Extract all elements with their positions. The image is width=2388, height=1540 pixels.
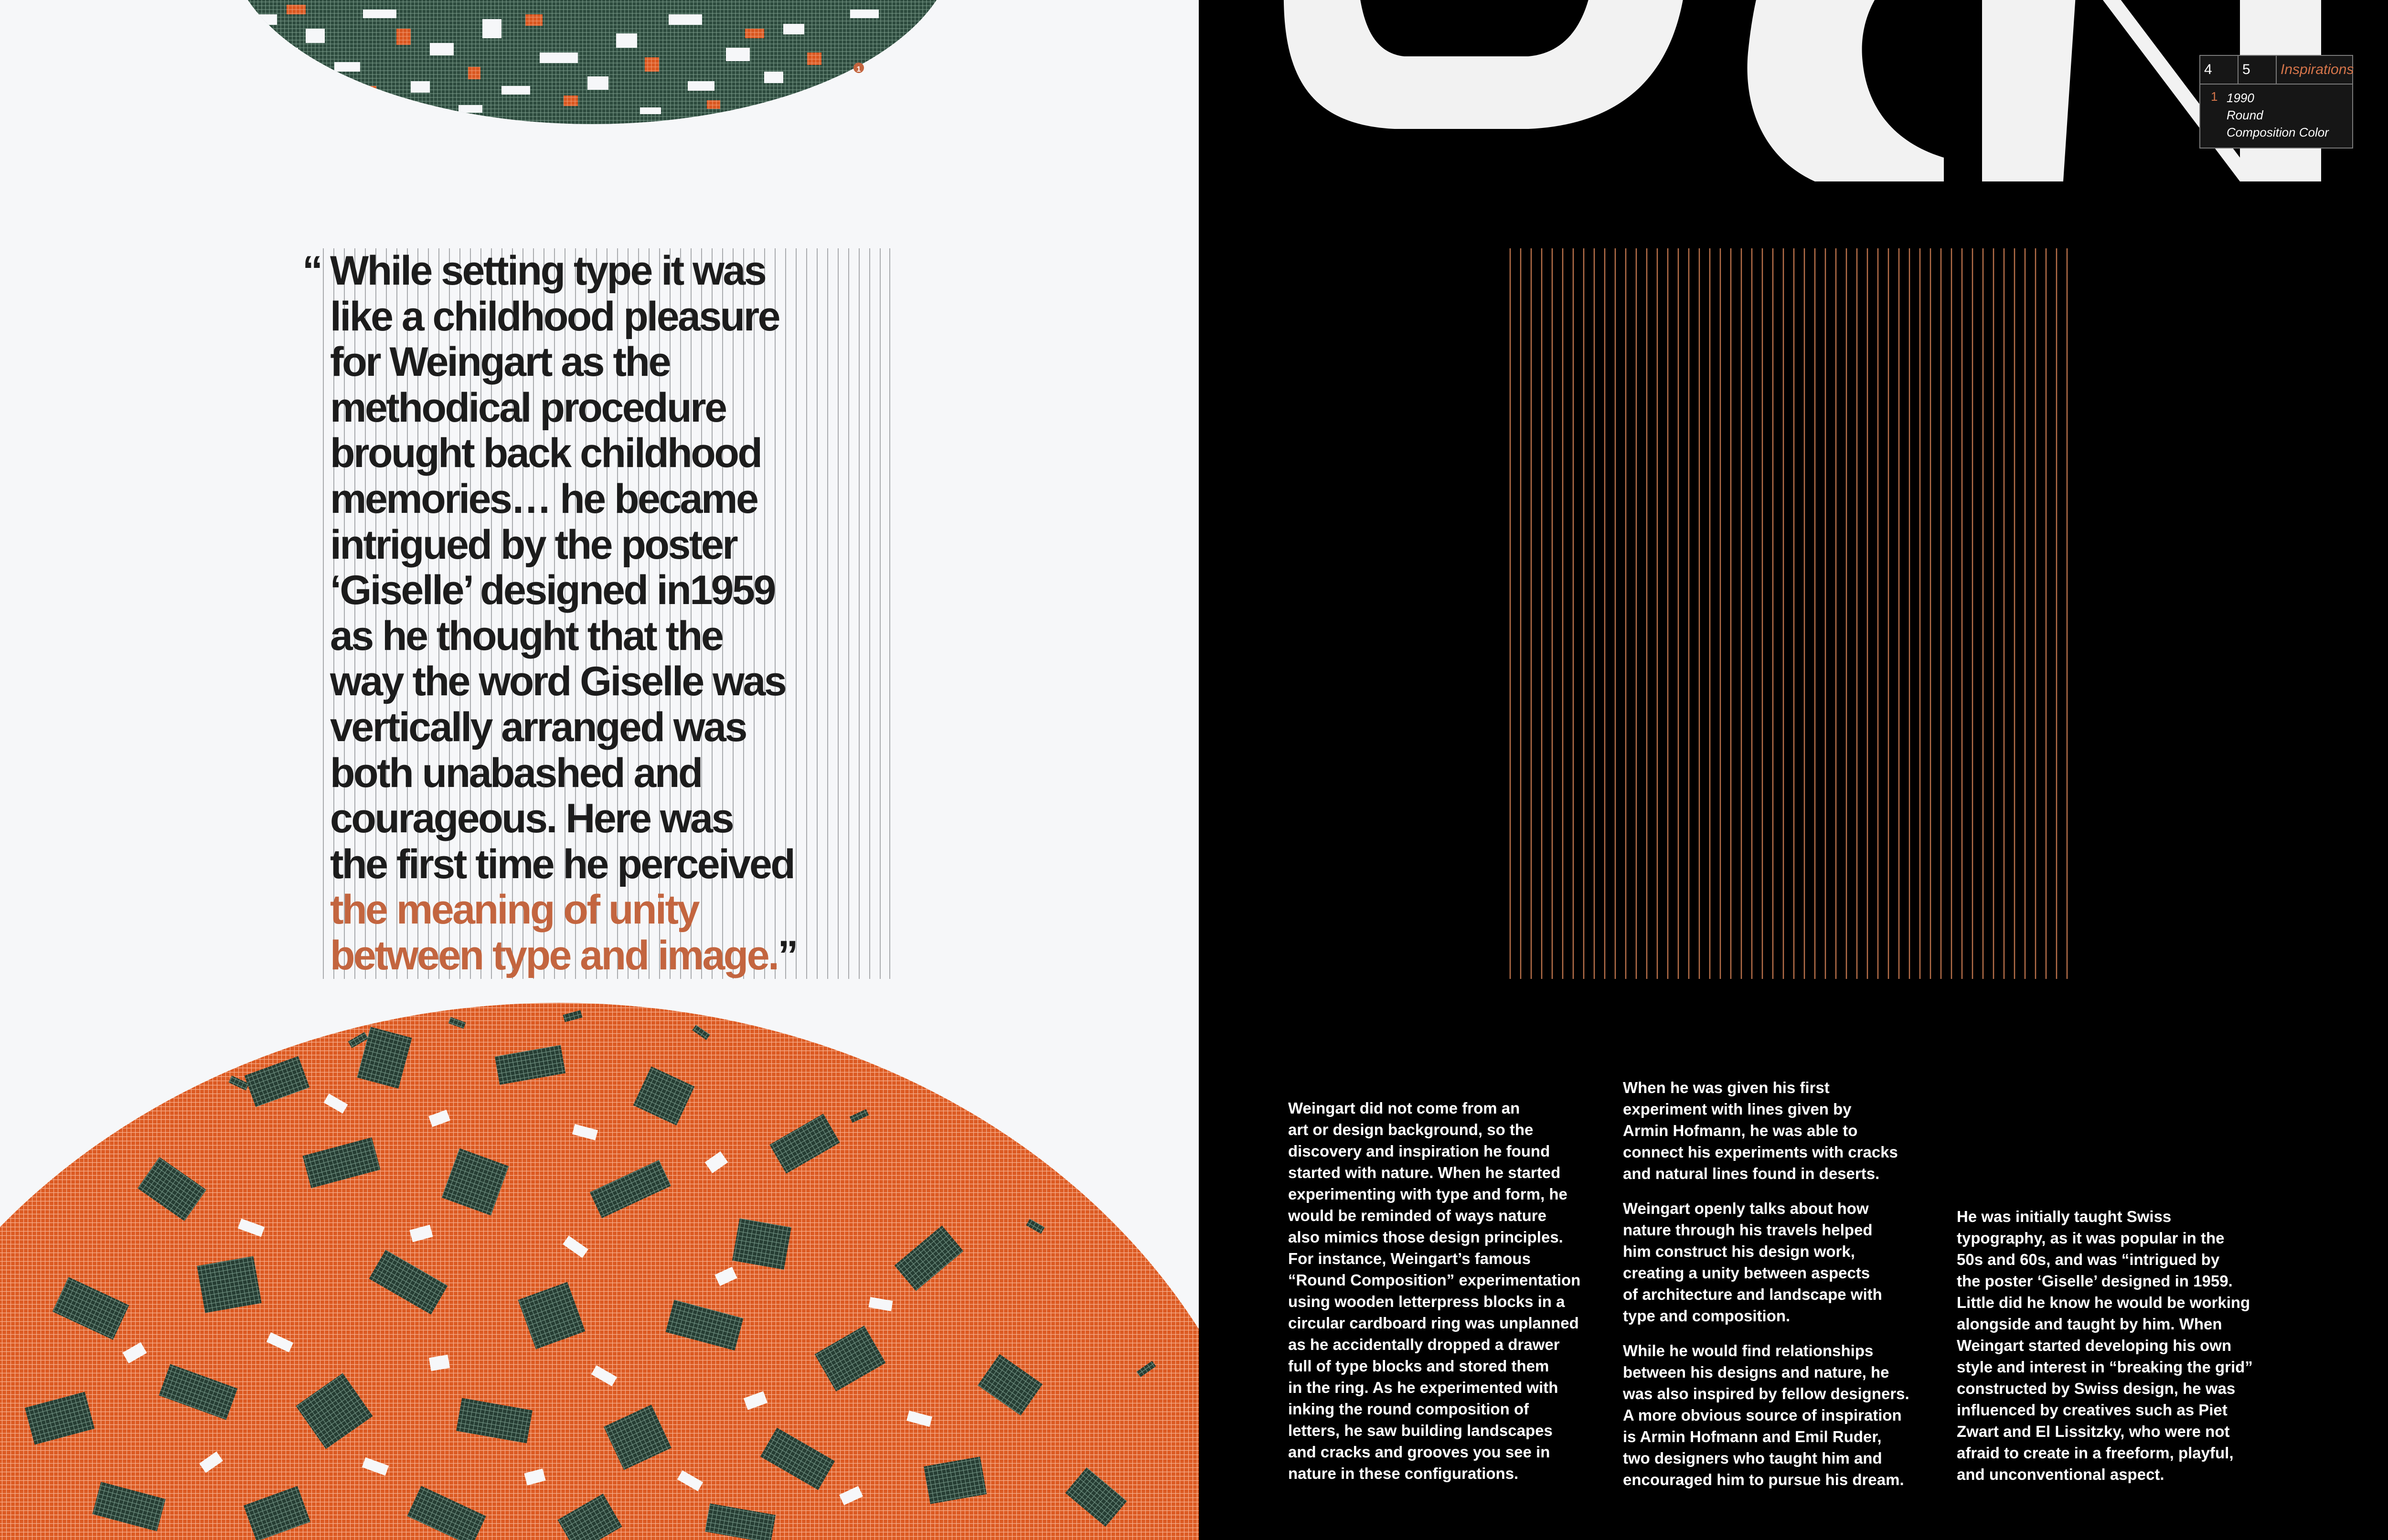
open-quote-mark: “ xyxy=(302,248,321,294)
caption-number: 1 xyxy=(2211,89,2218,104)
letterform-c xyxy=(1748,0,1944,181)
body-column-3 xyxy=(1957,1206,2291,1498)
folio-header xyxy=(2200,56,2352,85)
close-quote-mark: ” xyxy=(778,932,797,978)
body-column-2 xyxy=(1623,1077,1948,1504)
body-paragraph: While he would find relationships between his designs and nature, he was also inspired by fellow designers. A more obvious source of inspiration is Armin Hofmann and Emil Ruder, two designers who taught him and encouraged him to pursue his dream. xyxy=(1623,1342,1909,1488)
body-paragraph: When he was given his first experiment with lines given by Armin Hofmann, he was able to connect his experiments with cracks and natural lines found in deserts. xyxy=(1623,1079,1898,1182)
quote-highlight: the meaning of unity between type and image. xyxy=(330,887,778,978)
folio-box xyxy=(2199,55,2353,149)
caption-title-line-1: Round xyxy=(2227,108,2263,122)
body-paragraph: Weingart openly talks about how nature through his travels helped him construct his design work, creating a unity between aspects of architecture and landscape with type and composition. xyxy=(1623,1200,1882,1325)
figure-marker-label: 1 xyxy=(856,65,861,74)
orange-grid-lines xyxy=(1509,248,2078,979)
quote-body: While setting type it was like a childhood pleasure for Weingart as the methodical procedure brought back childhood memories… he became intrigued by the poster ‘Giselle’ designed in1959 as he thought that the way the word Giselle was vertically arranged was both unabashed and courageous. Here was the first time he perceived xyxy=(330,248,794,887)
letterform-o xyxy=(1284,0,1688,129)
caption-year: 1990 xyxy=(2227,91,2254,105)
caption-title-line-2: Composition Color xyxy=(2227,125,2329,139)
right-page xyxy=(1199,0,2388,1540)
pull-quote xyxy=(302,248,893,979)
quote-text xyxy=(302,248,893,979)
body-paragraph: Weingart did not come from an art or design background, so the discovery and inspiration he found started with nature. When he started experimenting with type and form, he would be reminded of ways nature also mimics those design principles. For instance, Weingart’s famous “Round Composition” experimentation using wooden letterpress blocks in a circular cardboard ring was unplanned as he accidentally dropped a drawer full of type blocks and stored them in the ring. As he experimented with inking the round composition of letters, he saw building landscapes and cracks and grooves you see in nature in these configurations. xyxy=(1288,1099,1581,1482)
body-column-1 xyxy=(1288,1097,1613,1498)
right-page-number: 5 xyxy=(2239,56,2277,84)
figure-caption xyxy=(2227,89,2329,141)
section-label: Inspirations xyxy=(2281,62,2354,77)
body-paragraph: He was initially taught Swiss typography, as it was popular in the 50s and 60s, and was “intrigued by the poster ‘Giselle’ designed in 1959. Little did he know he would be working alongside and taught by him. When Weingart started developing his own style and interest in “breaking the grid” constructed by Swiss design, he was influenced by creatives such as Piet Zwart and El Lissitzky, who were not afraid to create in a freeform, playful, and unconventional aspect. xyxy=(1957,1208,2253,1483)
left-page-number: 4 xyxy=(2200,56,2239,84)
